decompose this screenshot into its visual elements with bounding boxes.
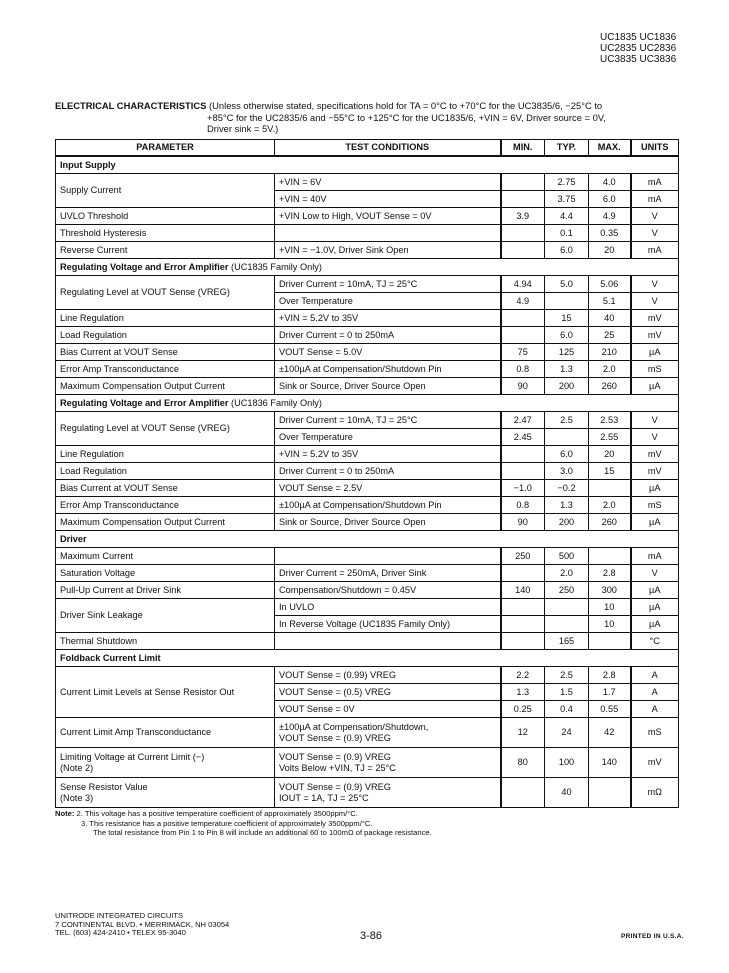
table-row [56,174,679,191]
section-row [56,531,679,548]
typ-cell: 2.75 [545,174,589,191]
param-cell: Bias Current at VOUT Sense [56,344,275,361]
cond-cell: +VIN = 6V [275,174,501,191]
table-row [56,667,679,684]
units-cell: V [631,276,679,293]
cond-cell [275,633,501,650]
max-cell: 4.0 [589,174,631,191]
cond-cell: VOUT Sense = (0.99) VREG [275,667,501,684]
typ-cell: 2.5 [545,412,589,429]
units-cell: mS [631,718,679,748]
min-cell [501,174,545,191]
max-cell: 0.35 [589,225,631,242]
table-row [56,225,679,242]
typ-cell: 1.3 [545,497,589,514]
min-cell [501,191,545,208]
electrical-characteristics-heading [55,100,675,135]
note-3: 3. This resistance has a positive temperature coefficient of approximately 3500ppm/°C. [81,818,373,828]
section-row [56,650,679,667]
heading-text: Driver sink = 5V.) [207,123,279,134]
column-header: TEST CONDITIONS [275,140,501,157]
min-cell: 0.8 [501,497,545,514]
min-cell: 250 [501,548,545,565]
cond-cell: Driver Current = 10mA, TJ = 25°C [275,276,501,293]
units-cell: µA [631,480,679,497]
units-cell: µA [631,344,679,361]
footer-contact: TEL. (603) 424-2410 • TELEX 95-3040 [55,928,186,938]
max-cell: 300 [589,582,631,599]
typ-cell: 2.0 [545,565,589,582]
cond-cell: Sink or Source, Driver Source Open [275,378,501,395]
section-row [56,395,679,412]
units-cell: µA [631,599,679,616]
min-cell [501,242,545,259]
part-numbers-line: UC1835 UC1836 [600,32,677,43]
cond-cell: Compensation/Shutdown = 0.45V [275,582,501,599]
printed-in: PRINTED IN U.S.A. [621,933,684,940]
units-cell: mV [631,310,679,327]
cond-line: ±100µA at Compensation/Shutdown, [279,721,429,732]
max-cell [589,633,631,650]
max-cell: 2.55 [589,429,631,446]
min-cell [501,616,545,633]
units-cell: mΩ [631,778,679,808]
units-cell: A [631,701,679,718]
param-cell: Regulating Level at VOUT Sense (VREG) [56,412,275,446]
electrical-characteristics-table [55,139,679,808]
table-row [56,718,679,748]
max-cell: 42 [589,718,631,748]
max-cell: 2.0 [589,497,631,514]
typ-cell: 125 [545,344,589,361]
table-row [56,327,679,344]
footer-company: UNITRODE INTEGRATED CIRCUITS [55,911,184,920]
section-title: Foldback Current Limit [56,650,679,667]
cond-cell: Driver Current = 0 to 250mA [275,463,501,480]
param-cell: Regulating Level at VOUT Sense (VREG) [56,276,275,310]
min-cell: 140 [501,582,545,599]
typ-cell: 500 [545,548,589,565]
units-cell: mA [631,174,679,191]
min-cell [501,463,545,480]
column-header: MIN. [501,140,545,157]
cond-cell: Driver Current = 10mA, TJ = 25°C [275,412,501,429]
part-numbers [600,32,676,65]
param-cell: Saturation Voltage [56,565,275,582]
min-cell: −1.0 [501,480,545,497]
units-cell: mV [631,463,679,480]
table-row [56,378,679,395]
typ-cell: 0.1 [545,225,589,242]
table-row [56,344,679,361]
max-cell: 260 [589,378,631,395]
max-cell: 4.9 [589,208,631,225]
heading-label: ELECTRICAL CHARACTERISTICS [55,100,207,111]
section-title-rest: (UC1836 Family Only) [228,397,322,408]
note-2: 2. This voltage has a positive temperature coefficient of approximately 3500ppm/°C. [74,809,358,818]
param-cell: UVLO Threshold [56,208,275,225]
units-cell: °C [631,633,679,650]
min-cell [501,327,545,344]
section-row [56,259,679,276]
units-cell: mS [631,497,679,514]
param-cell: Driver Sink Leakage [56,599,275,633]
units-cell: µA [631,378,679,395]
table-row [56,208,679,225]
units-cell: V [631,565,679,582]
max-cell: 5.1 [589,293,631,310]
max-cell [589,778,631,808]
max-cell [589,548,631,565]
table-row [56,497,679,514]
typ-cell: 40 [545,778,589,808]
cond-cell: VOUT Sense = 2.5V [275,480,501,497]
param-line: (Note 3) [60,792,94,803]
min-cell [501,446,545,463]
cond-cell: Over Temperature [275,293,501,310]
cond-line: VOUT Sense = (0.9) VREG [279,781,391,792]
min-cell [501,633,545,650]
units-cell: mV [631,748,679,778]
section-title-bold: Regulating Voltage and Error Amplifier [60,261,229,272]
section-title-bold: Regulating Voltage and Error Amplifier [60,397,229,408]
cond-line: VOUT Sense = (0.9) VREG [279,751,391,762]
cond-cell: +VIN = 5.2V to 35V [275,446,501,463]
cond-line: VOUT Sense = (0.9) VREG [279,732,391,743]
section-title [56,259,679,276]
max-cell: 20 [589,446,631,463]
param-cell: Thermal Shutdown [56,633,275,650]
param-cell: Pull-Up Current at Driver Sink [56,582,275,599]
table-row [56,412,679,429]
typ-cell: 2.5 [545,667,589,684]
min-cell: 2.45 [501,429,545,446]
footer-company-info [55,912,229,938]
typ-cell: 4.4 [545,208,589,225]
table-row [56,361,679,378]
units-cell: µA [631,616,679,633]
cond-cell: VOUT Sense = 5.0V [275,344,501,361]
max-cell: 2.53 [589,412,631,429]
typ-cell: 5.0 [545,276,589,293]
max-cell: 10 [589,616,631,633]
table-row [56,582,679,599]
cond-cell [275,748,501,778]
section-row [56,156,679,174]
typ-cell: 6.0 [545,327,589,344]
typ-cell: 6.0 [545,242,589,259]
typ-cell: 100 [545,748,589,778]
cond-cell [275,225,501,242]
max-cell: 2.0 [589,361,631,378]
param-cell: Maximum Current [56,548,275,565]
typ-cell: 1.3 [545,361,589,378]
param-cell: Current Limit Amp Transconductance [56,718,275,748]
max-cell: 40 [589,310,631,327]
max-cell [589,480,631,497]
part-numbers-line: UC2835 UC2836 [600,43,677,54]
param-cell: Maximum Compensation Output Current [56,378,275,395]
units-cell: A [631,684,679,701]
table-header-row [56,140,679,157]
section-title: Input Supply [56,156,679,174]
param-line: Sense Resistor Value [60,781,148,792]
min-cell: 0.8 [501,361,545,378]
heading-text: +85°C for the UC2835/6 and −55°C to +125°C for the UC1835/6, +VIN = 6V, Driver source = 0V, [207,111,606,123]
typ-cell: 15 [545,310,589,327]
param-cell [56,778,275,808]
typ-cell [545,429,589,446]
param-cell: Threshold Hysteresis [56,225,275,242]
max-cell: 140 [589,748,631,778]
cond-cell: In Reverse Voltage (UC1835 Family Only) [275,616,501,633]
max-cell: 2.8 [589,565,631,582]
max-cell: 1.7 [589,684,631,701]
min-cell: 90 [501,378,545,395]
cond-line: IOUT = 1A, TJ = 25°C [279,792,369,803]
section-title-rest: (UC1835 Family Only) [228,261,322,272]
max-cell: 0.55 [589,701,631,718]
min-cell [501,778,545,808]
column-header: MAX. [589,140,631,157]
cond-cell: Driver Current = 250mA, Driver Sink [275,565,501,582]
units-cell: V [631,293,679,310]
cond-cell: Over Temperature [275,429,501,446]
units-cell: mA [631,191,679,208]
min-cell: 90 [501,514,545,531]
cond-cell: +VIN = 40V [275,191,501,208]
max-cell: 6.0 [589,191,631,208]
typ-cell: 200 [545,514,589,531]
param-cell: Error Amp Transconductance [56,497,275,514]
section-title [56,395,679,412]
column-header: UNITS [631,140,679,157]
table-row [56,310,679,327]
table-row [56,463,679,480]
column-header: PARAMETER [56,140,275,157]
max-cell: 20 [589,242,631,259]
cond-cell [275,778,501,808]
table-row [56,565,679,582]
footer-address: 7 CONTINENTAL BLVD. • MERRIMACK, NH 03054 [55,919,230,929]
cond-cell: Sink or Source, Driver Source Open [275,514,501,531]
units-cell: V [631,225,679,242]
min-cell: 4.94 [501,276,545,293]
min-cell: 4.9 [501,293,545,310]
typ-cell: 24 [545,718,589,748]
max-cell: 25 [589,327,631,344]
min-cell [501,565,545,582]
param-cell: Current Limit Levels at Sense Resistor Out [56,667,275,718]
min-cell: 80 [501,748,545,778]
typ-cell [545,599,589,616]
param-cell: Line Regulation [56,446,275,463]
min-cell: 0.25 [501,701,545,718]
cond-cell: Driver Current = 0 to 250mA [275,327,501,344]
units-cell: mS [631,361,679,378]
units-cell: mA [631,242,679,259]
table-row [56,276,679,293]
max-cell: 210 [589,344,631,361]
min-cell: 1.3 [501,684,545,701]
min-cell: 12 [501,718,545,748]
cond-cell [275,718,501,748]
param-cell: Error Amp Transconductance [56,361,275,378]
min-cell: 2.2 [501,667,545,684]
min-cell [501,599,545,616]
units-cell: mA [631,548,679,565]
units-cell: V [631,412,679,429]
min-cell: 3.9 [501,208,545,225]
cond-cell: ±100µA at Compensation/Shutdown Pin [275,361,501,378]
typ-cell: 1.5 [545,684,589,701]
typ-cell: −0.2 [545,480,589,497]
min-cell: 75 [501,344,545,361]
typ-cell [545,616,589,633]
units-cell: A [631,667,679,684]
column-header: TYP. [545,140,589,157]
min-cell: 2.47 [501,412,545,429]
typ-cell: 3.75 [545,191,589,208]
section-title: Driver [56,531,679,548]
units-cell: µA [631,514,679,531]
page-number: 3-86 [360,930,383,942]
cond-cell: In UVLO [275,599,501,616]
typ-cell: 250 [545,582,589,599]
cond-cell: VOUT Sense = 0V [275,701,501,718]
units-cell: µA [631,582,679,599]
typ-cell: 3.0 [545,463,589,480]
max-cell: 260 [589,514,631,531]
units-cell: V [631,208,679,225]
table-row [56,480,679,497]
table-row [56,599,679,616]
cond-line: Volts Below +VIN, TJ = 25°C [279,762,396,773]
cond-cell: +VIN = −1.0V, Driver Sink Open [275,242,501,259]
min-cell [501,225,545,242]
cond-cell: +VIN = 5.2V to 35V [275,310,501,327]
param-cell [56,748,275,778]
typ-cell: 0.4 [545,701,589,718]
table-row [56,633,679,650]
param-cell: Supply Current [56,174,275,208]
cond-cell: VOUT Sense = (0.5) VREG [275,684,501,701]
part-numbers-line: UC3835 UC3836 [600,54,677,65]
notes [55,809,432,838]
table-row [56,778,679,808]
units-cell: mV [631,446,679,463]
table-row [56,446,679,463]
units-cell: V [631,429,679,446]
max-cell: 10 [589,599,631,616]
cond-cell: ±100µA at Compensation/Shutdown Pin [275,497,501,514]
notes-label: Note: [55,809,75,818]
typ-cell: 200 [545,378,589,395]
table-row [56,514,679,531]
param-cell: Load Regulation [56,463,275,480]
units-cell: mV [631,327,679,344]
note-3-continued: The total resistance from Pin 1 to Pin 8 will include an additional 60 to 100mΩ of package resistance. [93,828,432,837]
cond-cell: +VIN Low to High, VOUT Sense = 0V [275,208,501,225]
max-cell: 15 [589,463,631,480]
param-line: (Note 2) [60,762,94,773]
typ-cell [545,293,589,310]
param-cell: Reverse Current [56,242,275,259]
param-cell: Line Regulation [56,310,275,327]
heading-text: (Unless otherwise stated, specifications hold for TA = 0°C to +70°C for the UC3835/6, −25°C to [206,100,603,111]
cond-cell [275,548,501,565]
min-cell [501,310,545,327]
max-cell: 2.8 [589,667,631,684]
typ-cell: 6.0 [545,446,589,463]
param-line: Limiting Voltage at Current Limit (−) [60,751,205,762]
typ-cell: 165 [545,633,589,650]
max-cell: 5.06 [589,276,631,293]
param-cell: Maximum Compensation Output Current [56,514,275,531]
table-row [56,548,679,565]
param-cell: Bias Current at VOUT Sense [56,480,275,497]
param-cell: Load Regulation [56,327,275,344]
table-row [56,242,679,259]
table-row [56,748,679,778]
